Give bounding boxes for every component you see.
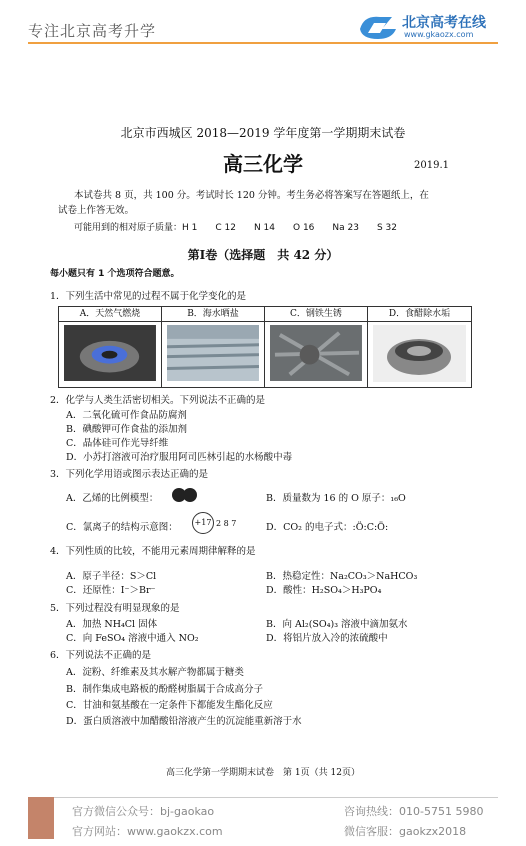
question-4-option-b: B．热稳定性：Na₂CO₃＞NaHCO₃ [266,571,418,582]
cl-ion-nucleus: +17 [192,512,214,534]
question-5-option-a: A．加热 NH₄Cl 固体 [66,619,158,630]
question-4-stem: 4．下列性质的比较，不能用元素周期律解释的是 [50,546,256,557]
exam-date: 2019.1 [414,160,449,171]
section-note: 每小题只有 1 个选项符合题意。 [50,269,180,279]
section-title: 第Ⅰ卷（选择题 共 42 分） [187,248,339,262]
exam-subject: 高三化学 [223,152,303,176]
intro-line-1: 本试卷共 8 页，共 100 分。考试时长 120 分钟。考生务必将答案写在答题纸上，在 [74,190,429,201]
question-1-stem: 1．下列生活中常见的过程不属于化学变化的是 [50,291,247,302]
question-5-option-d: D．将铝片放入冷的浓硫酸中 [266,633,388,644]
kettle-image [373,325,466,382]
option-a-cell [59,307,162,387]
question-3-option-a: A．乙烯的比例模型： [66,493,159,504]
question-3-option-b: B．质量数为 16 的 O 原子：₁₆O [266,493,406,504]
header-divider [28,42,498,44]
option-c-label: C．钢铁生锈 [265,307,367,322]
option-a-label: A．天然气燃烧 [59,307,161,322]
rusty-steel-image [270,325,362,381]
question-2-option-b: B．碘酸钾可作食盐的添加剂 [66,424,187,435]
intro-line-2: 试卷上作答无效。 [58,205,135,216]
question-2-stem: 2．化学与人类生活密切相关。下列说法不正确的是 [50,395,266,406]
option-d-cell [368,307,471,387]
question-5-option-b: B．向 Al₂(SO₄)₃ 溶液中滴加氨水 [266,619,408,630]
footer-wechat: 官方微信公众号：bj-gaokao [72,805,215,818]
footer-hotline: 咨询热线：010-5751 5980 [344,805,484,818]
cl-ion-shells: 2 8 7 [216,519,237,528]
exam-title: 北京市西城区 2018—2019 学年度第一学期期末试卷 [120,126,406,140]
header-slogan: 专注北京高考升学 [28,22,157,40]
gas-stove-image [64,325,156,381]
question-4-option-c: C．还原性：I⁻＞Br⁻ [66,585,156,596]
question-4-option-a: A．原子半径：S＞Cl [66,571,157,582]
question-1-table [58,306,472,388]
question-3-option-c: C．氯离子的结构示意图： [66,522,178,533]
question-6-stem: 6．下列说法不正确的是 [50,650,152,661]
question-6-option-d: D．蛋白质溶液中加醋酸铅溶液产生的沉淀能重新溶于水 [66,716,302,727]
option-b-cell [162,307,265,387]
question-5-option-c: C．向 FeSO₄ 溶液中通入 NO₂ [66,633,199,644]
question-2-option-c: C．晶体硅可作光导纤维 [66,438,169,449]
atomic-masses: 可能用到的相对原子质量：H 1 C 12 N 14 O 16 Na 23 S 32 [74,223,397,233]
question-2-option-d: D．小苏打溶液可治疗服用阿司匹林引起的水杨酸中毒 [66,452,293,463]
question-4-option-d: D．酸性：H₂SO₄＞H₃PO₄ [266,585,382,596]
page-footer: 高三化学第一学期期末试卷 第 1页（共 12页） [166,768,360,778]
option-c-cell [265,307,368,387]
footer-divider [28,797,498,798]
logo-name: 北京高考在线 [402,15,486,31]
question-2-option-a: A．二氧化硫可作食品防腐剂 [66,410,187,421]
option-b-label: B．海水晒盐 [162,307,264,322]
ethylene-model-icon [172,484,197,503]
question-6-option-b: B．制作集成电路板的酚醛树脂属于合成高分子 [66,684,263,695]
logo-url: www.gkaozx.com [404,30,474,39]
option-d-label: D．食醋除水垢 [368,307,471,322]
question-6-option-a: A．淀粉、纤维素及其水解产物都属于糖类 [66,667,244,678]
footer-accent-block [28,797,54,839]
footer-website: 官方网站：www.gaokzx.com [72,825,223,838]
footer-service: 微信客服：gaokzx2018 [344,825,467,838]
question-3-option-d: D．CO₂ 的电子式：:Ö:C:Ö: [266,522,389,533]
question-3-stem: 3．下列化学用语或图示表达正确的是 [50,469,209,480]
question-6-option-c: C．甘油和氨基酸在一定条件下都能发生酯化反应 [66,700,273,711]
question-5-stem: 5．下列过程没有明显现象的是 [50,603,180,614]
salt-pan-image [167,325,259,381]
